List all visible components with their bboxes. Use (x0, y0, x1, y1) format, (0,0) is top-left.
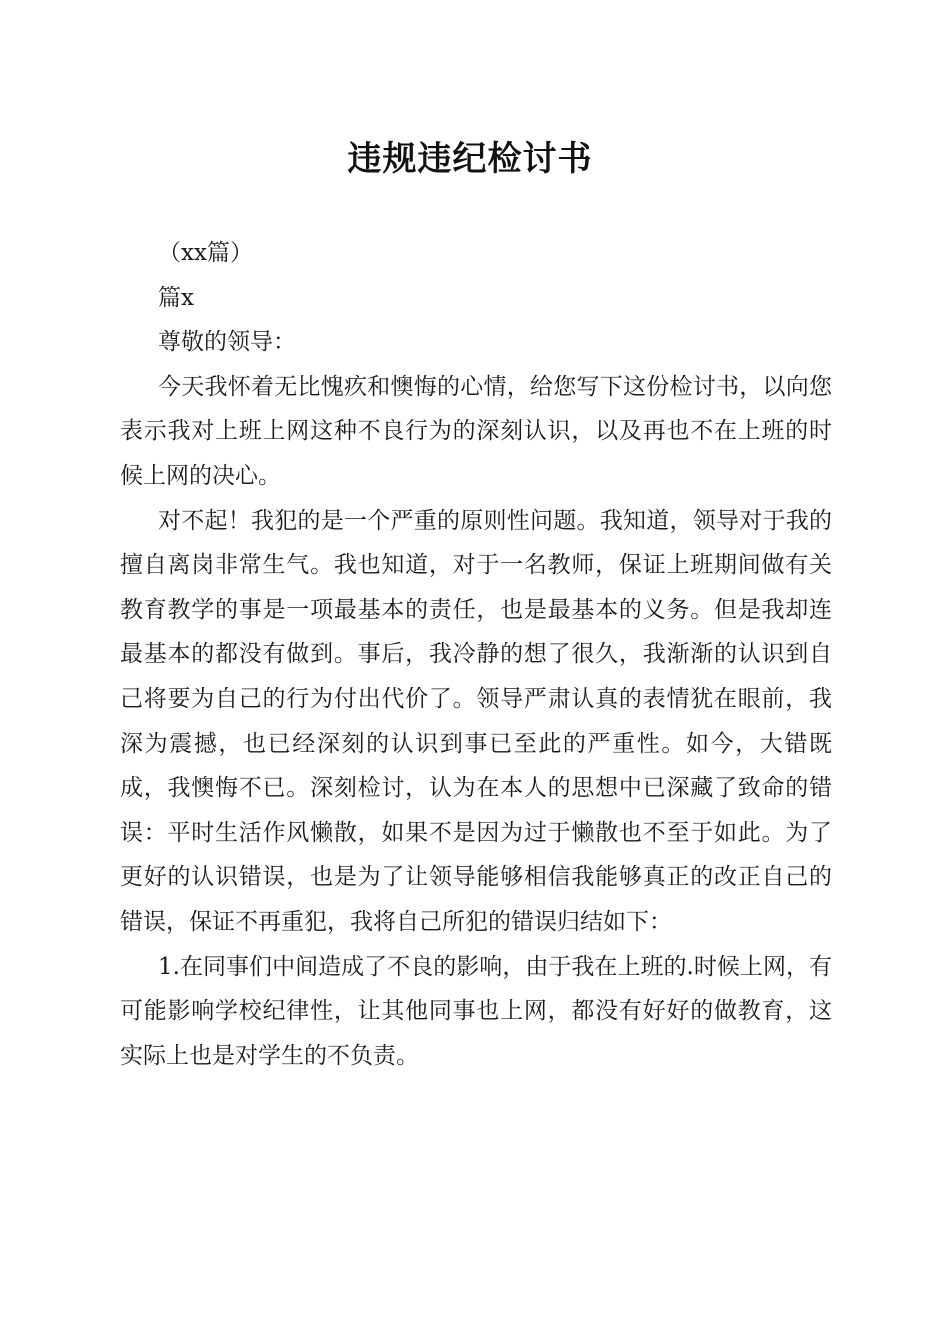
paragraph-1: 今天我怀着无比愧疚和懊悔的心情，给您写下这份检讨书，以向您表示我对上班上网这种不良行为的深刻认识，以及再也不在上班的时候上网的决心。 (120, 373, 832, 489)
salutation: 尊敬的领导： (158, 329, 296, 356)
paragraph-2: 对不起！我犯的是一个严重的原则性问题。我知道，领导对于我的擅自离岗非常生气。我也知道，对于一名教师，保证上班期间做有关教育教学的事是一项最基本的责任，也是最基本的义务。但是我却连最基本的都没有做到。事后，我冷静的想了很久，我渐渐的认识到自己将要为自己的行为付出代价了。领导严肃认真的表情犹在眼前，我深为震撼，也已经深刻的认识到事已至此的严重性。如今，大错既成，我懊悔不已。深刻检讨，认为在本人的思想中已深藏了致命的错误：平时生活作风懒散，如果不是因为过于懒散也不至于如此。为了更好的认识错误，也是为了让领导能够相信我能够真正的改正自己的错误，保证不再重犯，我将自己所犯的错误归结如下： (120, 507, 832, 935)
section-label: 篇x (158, 284, 194, 311)
document-body (120, 231, 832, 1078)
paragraph-3: 1.在同事们中间造成了不良的影响，由于我在上班的.时候上网，有可能影响学校纪律性，让其他同事也上网，都没有好好的做教育，这实际上也是对学生的不负责。 (120, 953, 832, 1069)
document-title: 违规违纪检讨书 (347, 139, 593, 179)
subtitle: （xx篇） (158, 240, 253, 266)
